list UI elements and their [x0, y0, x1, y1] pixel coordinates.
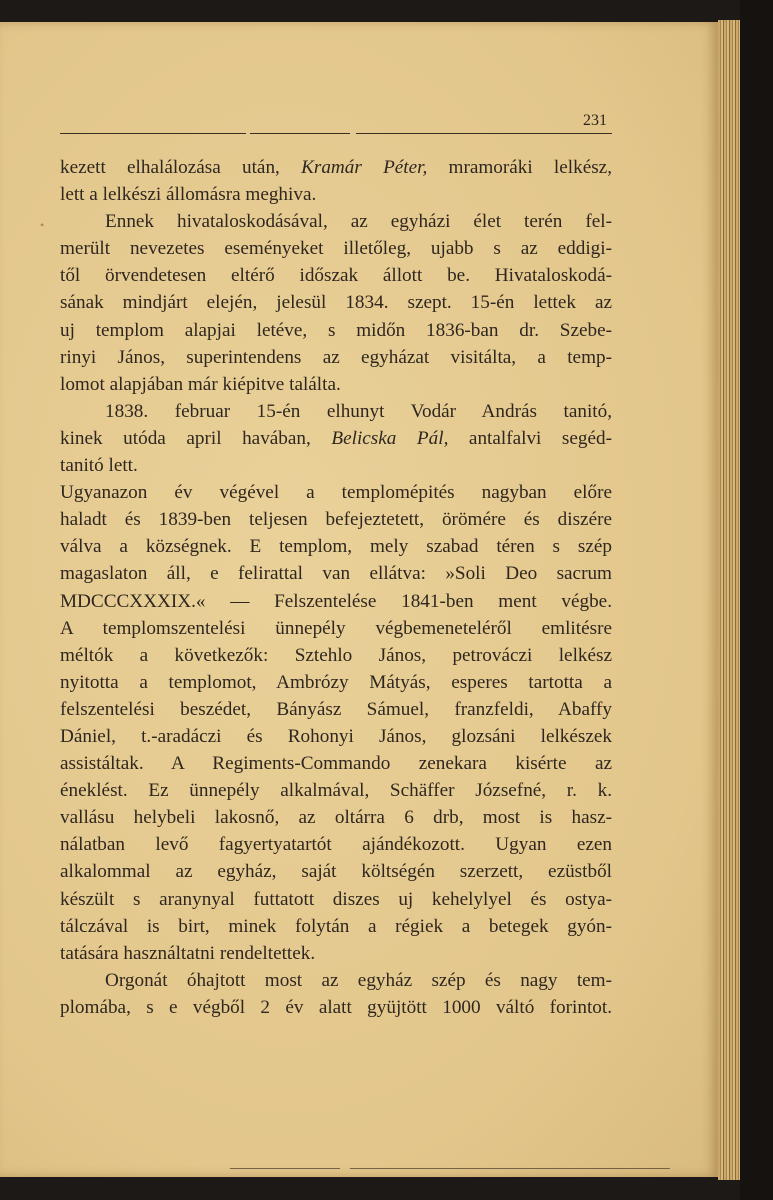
text-line: [60, 317, 612, 344]
text-line: [60, 804, 612, 831]
text-segment: MDCCCXXXIX.« — Felszentelése 1841-ben ment végbe.: [60, 590, 612, 612]
text-segment: kezett elhalálozása után,: [60, 157, 302, 178]
text-line: [60, 371, 612, 398]
text-line: [60, 344, 612, 371]
text-segment: től örvendetesen eltérő időszak állott be. Hivataloskodá-: [60, 265, 612, 287]
page-edge: [718, 20, 740, 1180]
text-segment: válva a községnek. E templom, mely szabad téren s szép: [60, 536, 612, 558]
text-segment: tálczával is birt, minek folytán a régiek a betegek gyón-: [60, 915, 612, 937]
text-segment: nyitotta a templomot, Ambrózy Mátyás, esperes tartotta a: [60, 671, 612, 693]
text-segment: haladt és 1839-ben teljesen befejeztetett, örömére és diszére: [60, 509, 612, 531]
text-line: [60, 913, 612, 940]
text-segment: felszentelési beszédet, Bányász Sámuel, franzfeldi, Abaffy: [60, 698, 612, 720]
text-segment: alkalommal az egyház, saját költségén szerzett, ezüstből: [60, 861, 612, 883]
text-line: [60, 886, 612, 913]
text-line: [60, 940, 612, 967]
text-line: [60, 208, 612, 235]
text-line: [60, 154, 612, 181]
text-line: [60, 642, 612, 669]
text-segment: készült s aranynyal futtatott diszes uj kehelylyel és ostya-: [60, 888, 612, 910]
text-segment: tatására használtatni rendeltettek.: [60, 942, 316, 964]
scan-background: [740, 0, 773, 1200]
text-segment: assistáltak. A Regiments-Commando zenekara kisérte az: [60, 753, 612, 775]
text-segment: merült nevezetes eseményeket illetőleg, ujabb s az eddigi-: [60, 238, 612, 260]
text-line: [60, 289, 612, 316]
text-line: [60, 506, 612, 533]
margin-mark: •: [40, 218, 45, 232]
text-segment: lett a lelkészi állomásra meghiva.: [60, 184, 317, 206]
text-segment: magaslaton áll, e felirattal van ellátva: »Soli Deo sacrum: [60, 563, 612, 585]
text-line: [60, 994, 612, 1021]
header-rule: [250, 133, 350, 134]
header-rule: [60, 133, 246, 134]
text-segment: Ugyanazon év végével a templomépités nagyban előre: [60, 482, 612, 504]
text-segment: vallásu helybeli lakosnő, az oltárra 6 drb, most is hasz-: [60, 807, 612, 829]
page-number: 231: [583, 112, 607, 129]
text-line: [60, 831, 612, 858]
text-line: [60, 533, 612, 560]
text-line: [60, 669, 612, 696]
text-line: [60, 181, 612, 208]
text-segment: uj templom alapjai letéve, s midőn 1836-ban dr. Szebe-: [60, 319, 612, 341]
bottom-rule: [230, 1168, 340, 1169]
text-line: [60, 452, 612, 479]
body-text: [60, 154, 612, 1021]
text-segment: tanitó lett.: [60, 455, 138, 477]
text-line: [60, 723, 612, 750]
text-segment: Dániel, t.-aradáczi és Rohonyi János, glozsáni lelkészek: [60, 725, 612, 747]
text-segment: 1838. februar 15-én elhunyt Vodár András tanitó,: [105, 400, 612, 422]
text-line: [60, 425, 612, 452]
header-rule: [356, 133, 612, 134]
text-segment: lomot alapjában már kiépitve találta.: [60, 373, 341, 395]
text-line: [60, 696, 612, 723]
text-line: [60, 615, 612, 642]
text-segment: antalfalvi segéd-: [448, 427, 613, 449]
bottom-rule: [350, 1168, 670, 1169]
text-segment: rinyi János, superintendens az egyházat visitálta, a temp-: [60, 346, 612, 368]
text-line: [60, 858, 612, 885]
text-segment: A templomszentelési ünnepély végbemeneteléről emlitésre: [60, 617, 612, 639]
text-line: [60, 967, 612, 994]
text-segment: Orgonát óhajtott most az egyház szép és nagy tem-: [105, 969, 612, 991]
text-line: [60, 479, 612, 506]
text-line: [60, 588, 612, 615]
text-segment: Ennek hivataloskodásával, az egyházi élet terén fel-: [105, 211, 612, 233]
text-segment: sának mindjárt elején, jelesül 1834. szept. 15-én lettek az: [60, 292, 612, 314]
text-line: [60, 398, 612, 425]
text-line: [60, 235, 612, 262]
text-line: [60, 560, 612, 587]
text-segment: plomába, s e végből 2 év alatt gyüjtött 1000 váltó forintot.: [60, 996, 612, 1018]
text-segment: mramoráki lelkész,: [427, 157, 612, 178]
italic-name: Belicska Pál,: [331, 427, 449, 449]
text-segment: éneklést. Ez ünnepély alkalmával, Schäffer Józsefné, r. k.: [60, 780, 612, 802]
text-line: [60, 750, 612, 777]
italic-name: Kramár Péter,: [301, 157, 428, 178]
text-segment: nálatban levő fagyertyatartót ajándékozott. Ugyan ezen: [60, 834, 612, 856]
text-segment: kinek utóda april havában,: [60, 427, 332, 449]
text-segment: méltók a következők: Sztehlo János, petrováczi lelkész: [60, 644, 612, 666]
text-line: [60, 262, 612, 289]
text-line: [60, 777, 612, 804]
